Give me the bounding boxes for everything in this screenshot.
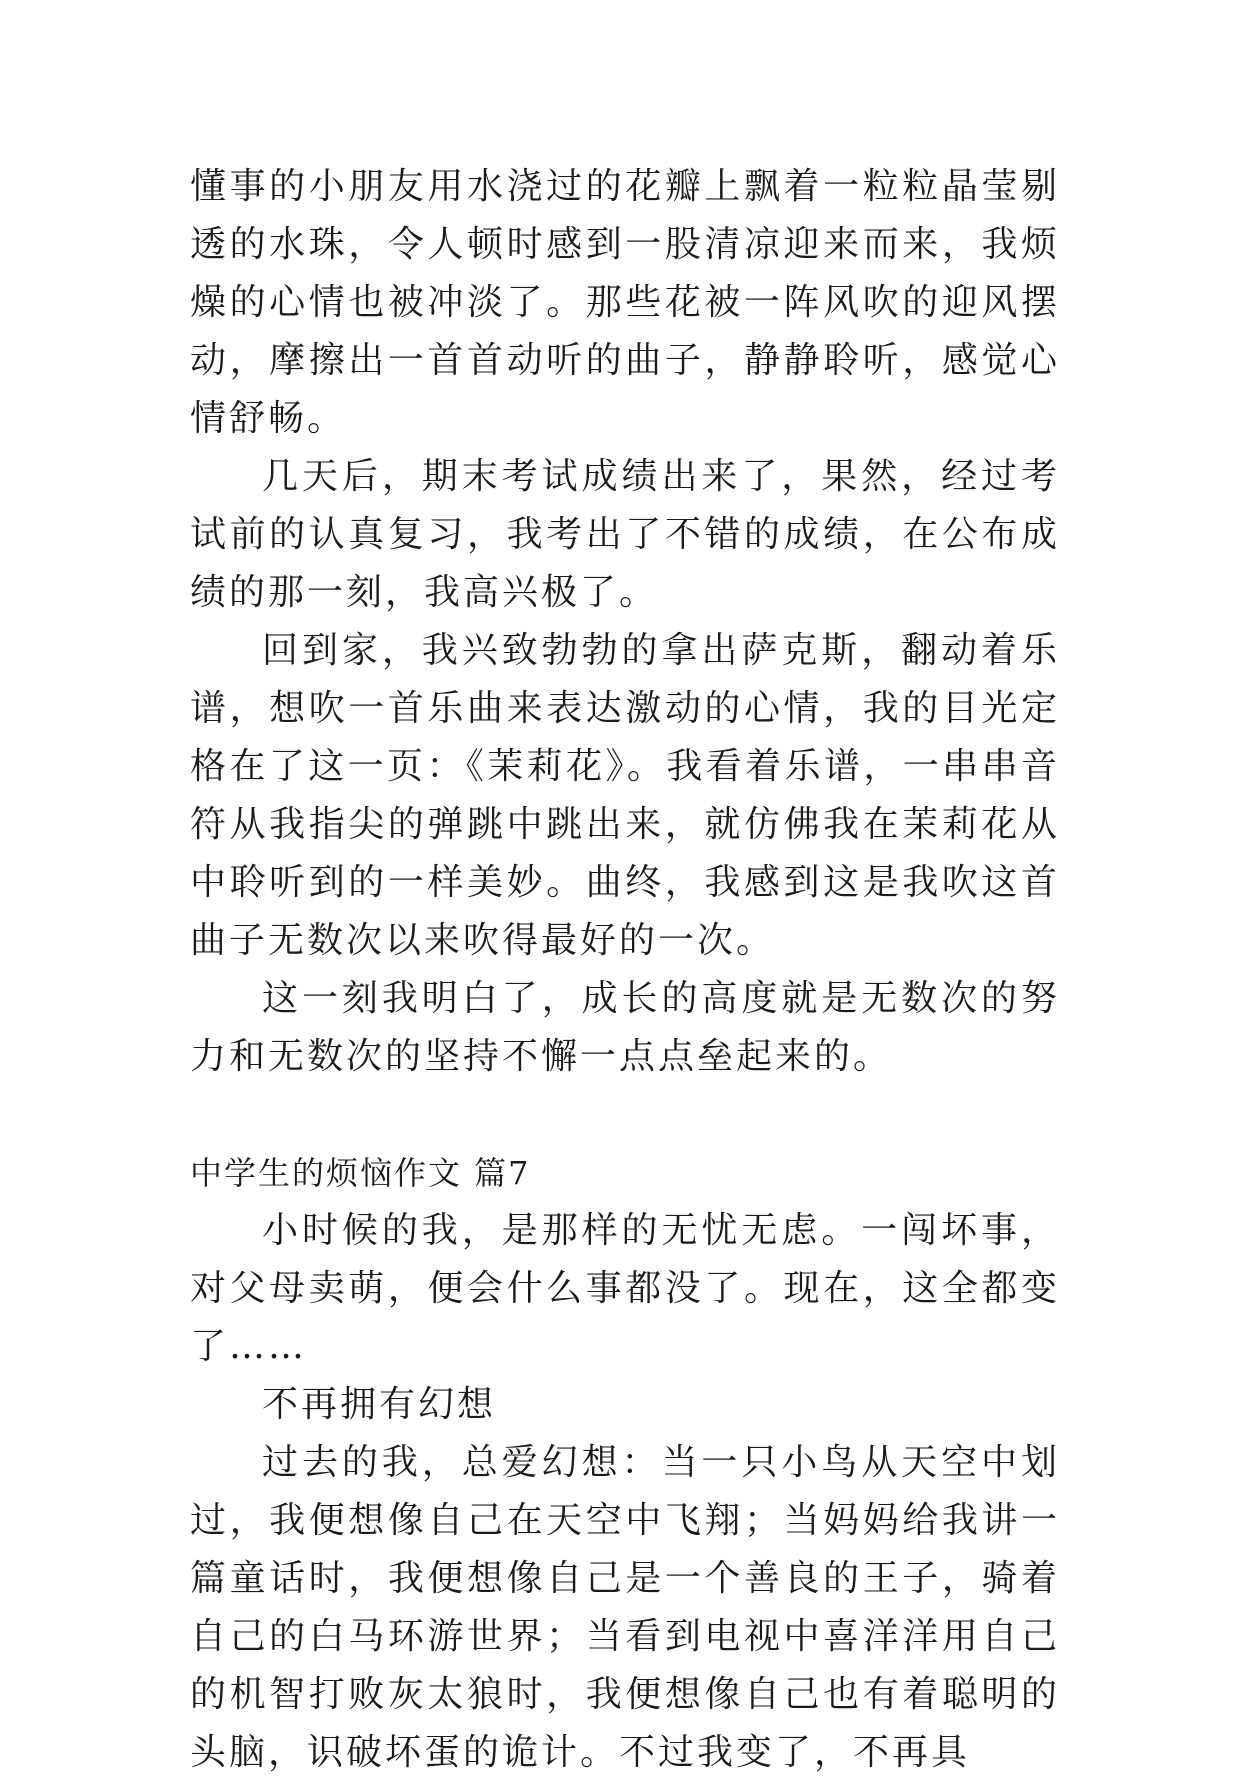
paragraph-flower-scene: 懂事的小朋友用水浇过的花瓣上飘着一粒粒晶莹剔透的水珠，令人顿时感到一股清凉迎来而来，我烦燥的心情也被冲淡了。那些花被一阵风吹的迎风摆动，摩擦出一首首动听的曲子，静静聆听，感觉心情舒畅。 xyxy=(190,166,1060,439)
section-heading: 中学生的烦恼作文 篇7 xyxy=(190,1154,531,1192)
paragraph-exam-results: 几天后，期末考试成绩出来了，果然，经过考试前的认真复习，我考出了不错的成绩，在公布成绩的那一刻，我高兴极了。 xyxy=(190,456,1060,613)
document-body xyxy=(190,158,1060,1782)
paragraph-saxophone: 回到家，我兴致勃勃的拿出萨克斯，翻动着乐谱，想吹一首乐曲来表达激动的心情，我的目光定格在了这一页：《茉莉花》。我看着乐谱，一串串音符从我指尖的弹跳中跳出来，就仿佛我在茉莉花从中聆听到的一样美妙。曲终，我感到这是我吹这首曲子无数次以来吹得最好的一次。 xyxy=(190,630,1060,961)
paragraph-subheading: 不再拥有幻想 xyxy=(262,1384,497,1425)
paragraph-conclusion: 这一刻我明白了，成长的高度就是无数次的努力和无数次的坚持不懈一点点垒起来的。 xyxy=(190,978,1060,1077)
paragraph-childhood: 小时候的我，是那样的无忧无虑。一闯坏事，对父母卖萌，便会什么事都没了。现在，这全都变了…… xyxy=(190,1210,1060,1367)
paragraph-imagination: 过去的我，总爱幻想：当一只小鸟从天空中划过，我便想像自己在天空中飞翔；当妈妈给我讲一篇童话时，我便想像自己是一个善良的王子，骑着自己的白马环游世界；当看到电视中喜洋洋用自己的机智打败灰太狼时，我便想像自己也有着聪明的头脑，识破坏蛋的诡计。不过我变了，不再具 xyxy=(190,1442,1060,1773)
